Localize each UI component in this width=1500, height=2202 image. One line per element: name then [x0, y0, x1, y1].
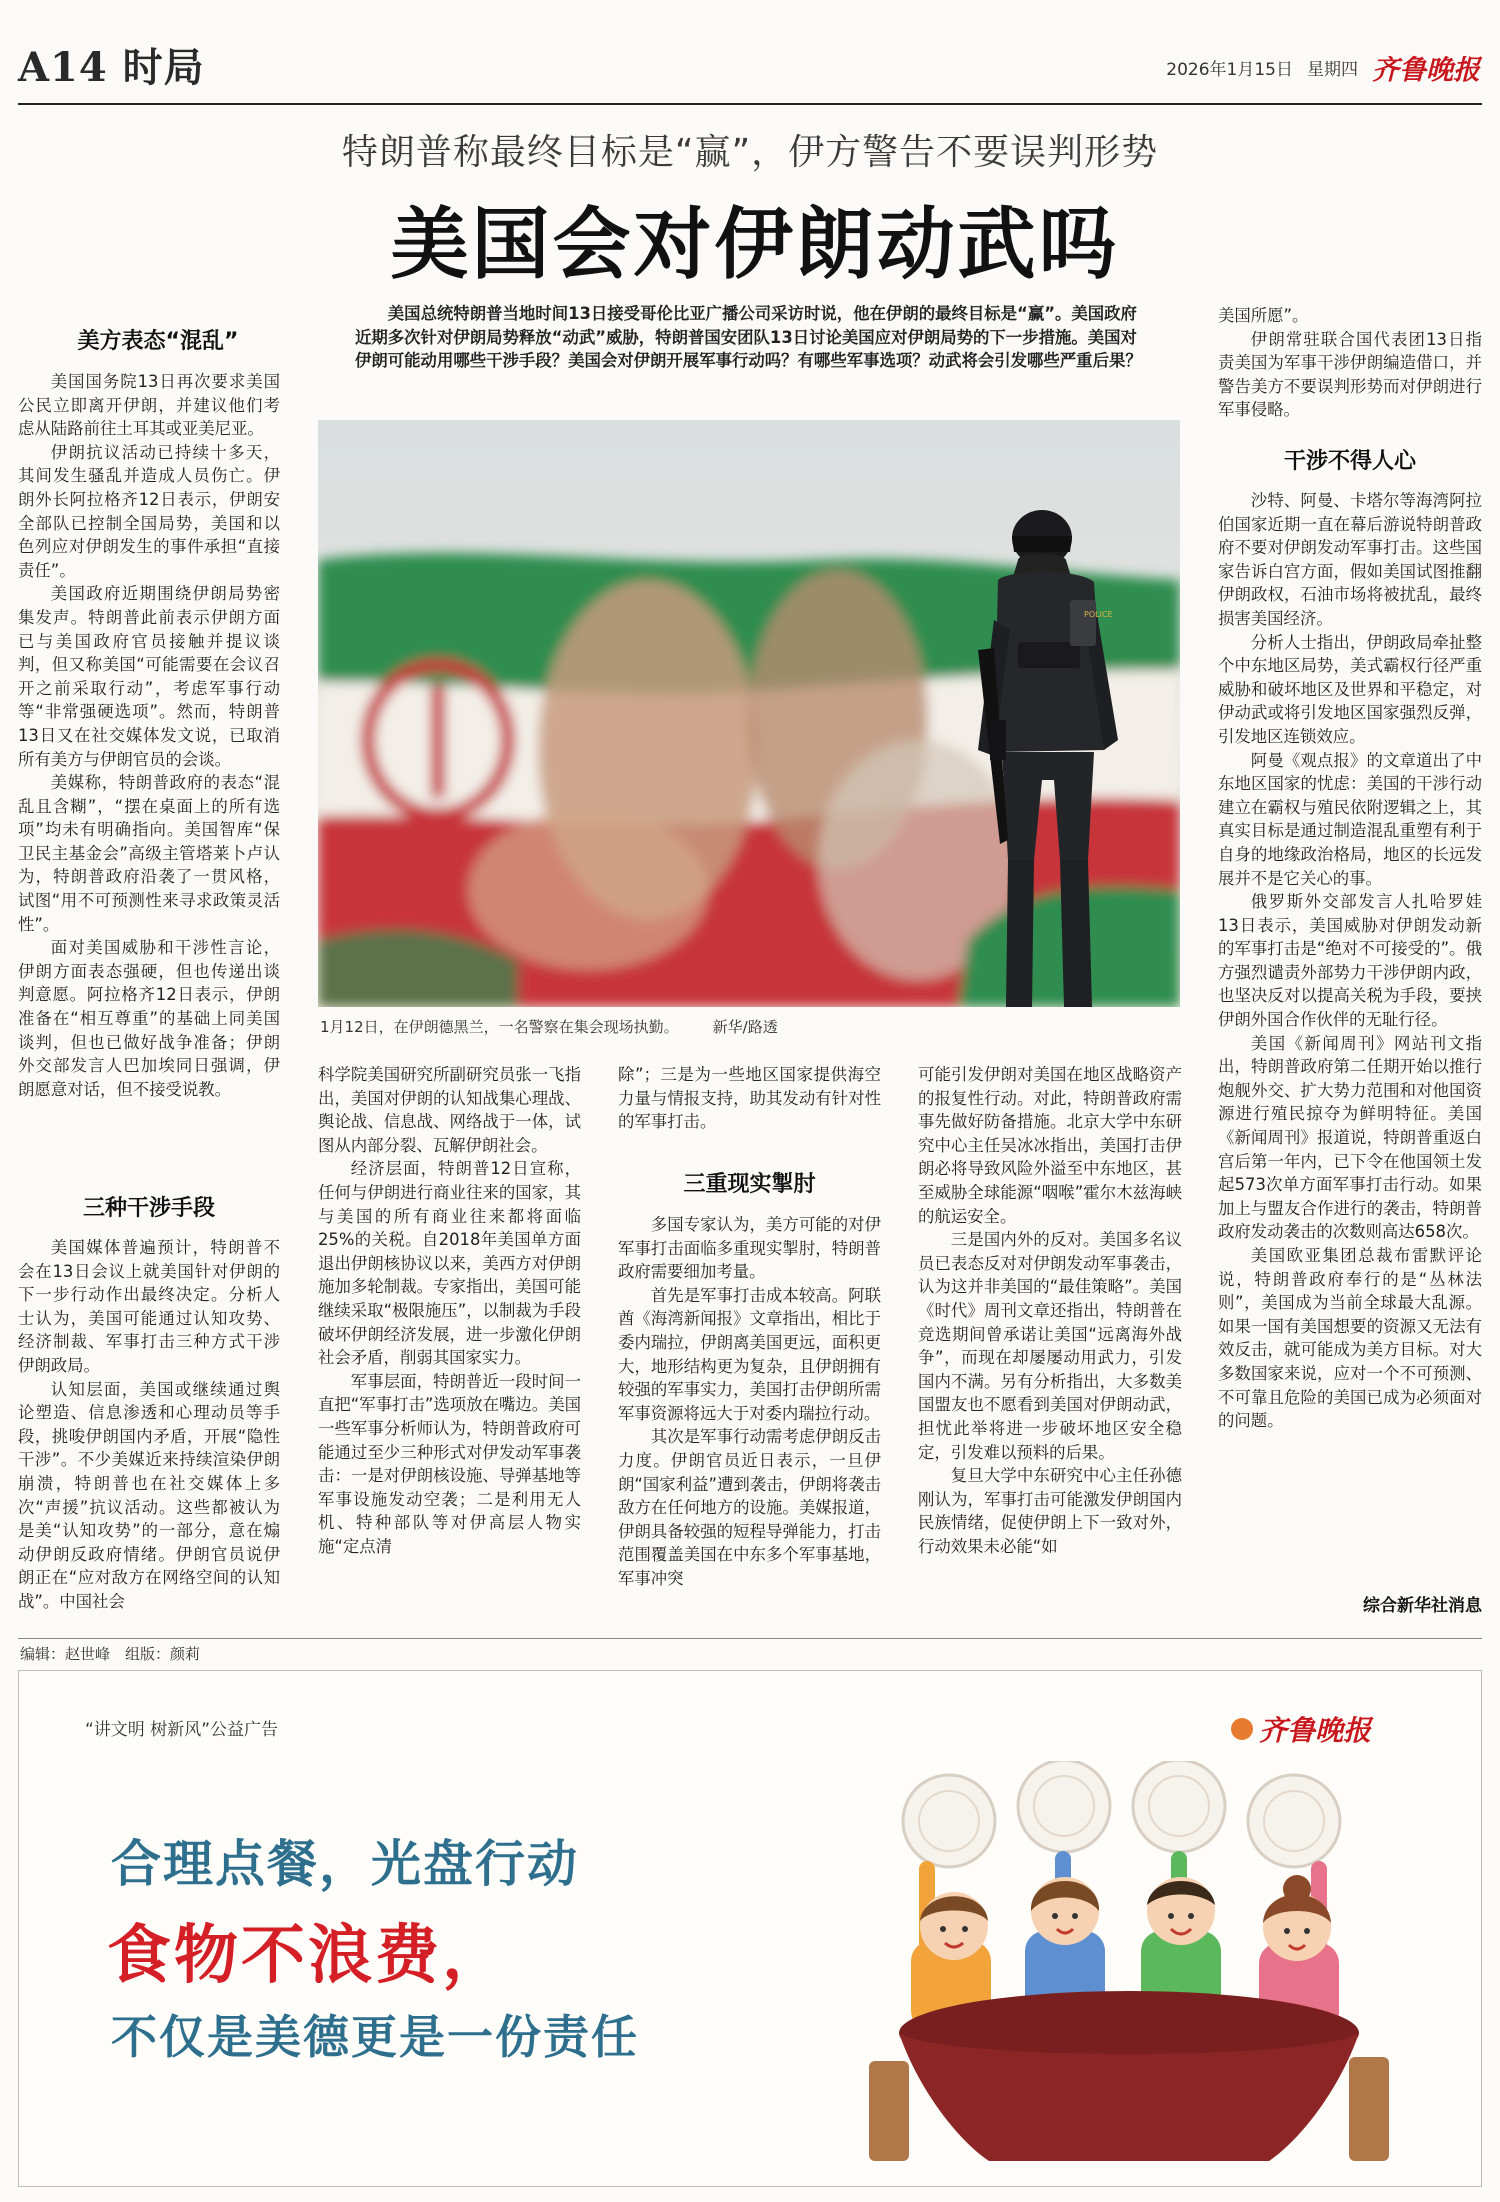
- paragraph: 美国政府近期围绕伊朗局势密集发声。特朗普此前表示伊朗方面已与美国政府官员接触并提议谈判，但又称美国“可能需要在会议召开之前采取行动”，考虑军事行动等“非常强硬选项”。然而，特朗普13日又在社交媒体发文说，已取消所有美方与伊朗官员的会谈。: [18, 584, 280, 769]
- ad-slogan-line-2: 食物不浪费，: [107, 1919, 509, 1993]
- issue-date: 2026年1月15日: [1166, 60, 1293, 80]
- section-heading-1: 美方表态“混乱”: [77, 329, 239, 354]
- raised-plates: [903, 1761, 1340, 1867]
- public-service-ad: [18, 1670, 1482, 2187]
- ad-slogan-line-3: 不仅是美德更是一份责任: [111, 2010, 639, 2064]
- paragraph: 分析人士指出，伊朗政局牵扯整个中东地区局势，美式霸权行径严重威胁和破坏地区及世界和平稳定，对伊动武或将引发地区国家强烈反弹，引发地区连锁效应。: [1218, 632, 1482, 746]
- paragraph: 面对美国威胁和干涉性言论，伊朗方面表态强硬，但也传递出谈判意愿。阿拉格齐12日表示，伊朗准备在“相互尊重”的基础上同美国谈判，但也已做好战争准备；伊朗外交部发言人巴加埃同日强调，伊朗愿意对话，但不接受说教。: [18, 938, 280, 1099]
- ad-masthead-logo: [1231, 1709, 1371, 1749]
- paragraph: 沙特、阿曼、卡塔尔等海湾阿拉伯国家近期一直在幕后游说特朗普政府不要对伊朗发动军事打击。这些国家告诉白宫方面，假如美国试图推翻伊朗政权，石油市场将被扰乱，最终损害美国经济。: [1218, 491, 1482, 628]
- ad-logo-text: 齐鲁晚报: [1258, 1714, 1371, 1747]
- photo-caption: [320, 1016, 1180, 1037]
- column-1-bottom: [18, 1236, 280, 1614]
- section-heading-3: 三重现实掣肘: [683, 1172, 816, 1197]
- column-1-top: [18, 370, 280, 1101]
- article-source-credit: 综合新华社消息: [1363, 1596, 1482, 1616]
- paragraph: 美国欧亚集团总裁布雷默评论说，特朗普政府奉行的是“丛林法则”，美国成为当前全球最大乱源。如果一国有美国想要的资源又无法有效反击，就可能成为美方目标。对大多数国家来说，应对一个不可预测、不可靠且危险的美国已成为必须面对的问题。: [1218, 1246, 1482, 1431]
- paragraph: 伊朗常驻联合国代表团13日指责美国为军事干涉伊朗编造借口，并警告美方不要误判形势而对伊朗进行军事侵略。: [1218, 329, 1482, 420]
- masthead-logo: 齐鲁晚报: [1372, 55, 1480, 86]
- paragraph: 军事层面，特朗普近一段时间一直把“军事打击”选项放在嘴边。美国一些军事分析师认为，特朗普政府可能通过至少三种形式对伊发动军事袭击：一是对伊朗核设施、导弹基地等军事设施发动空袭；二是利用无人机、特种部队等对伊高层人物实施“定点清: [318, 1371, 581, 1556]
- column-5-top: [1218, 304, 1482, 422]
- article-lede: 美国总统特朗普当地时间13日接受哥伦比亚广播公司采访时说，他在伊朗的最终目标是“赢”。美国政府近期多次针对伊朗局势释放“动武”威胁，特朗普国安团队13日讨论美国应对伊朗局势的下一步措施。美国对伊朗可能动用哪些干涉手段？美国会对伊朗开展军事行动吗？有哪些军事选项？动武将会引发哪些严重后果？: [355, 304, 1142, 371]
- paragraph: 美国媒体普遍预计，特朗普不会在13日会议上就美国针对伊朗的下一步行动作出最终决定。分析人士认为，美国可能通过认知攻势、经济制裁、军事打击三种方式干涉伊朗政局。: [18, 1238, 280, 1375]
- photo-illustration: [318, 420, 1180, 1007]
- paragraph: 伊朗抗议活动已持续十多天，其间发生骚乱并造成人员伤亡。伊朗外长阿拉格齐12日表示，伊朗安全部队已控制全国局势，美国和以色列应对伊朗发生的事件承担“直接责任”。: [18, 442, 280, 580]
- paragraph: 美国《新闻周刊》网站刊文指出，特朗普政府第二任期开始以推行炮舰外交、扩大势力范围和对他国资源进行殖民掠夺为鲜明特征。美国《新闻周刊》报道说，特朗普重返白宫后第一年内，已下令在他国领土发起573次单方面军事打击行动。如果加上与盟友合作进行的袭击，特朗普政府发动袭击的次数则高达658次。: [1218, 1033, 1482, 1242]
- column-5-bottom: [1218, 489, 1482, 1433]
- paragraph: 美媒称，特朗普政府的表态“混乱且含糊”，“摆在桌面上的所有选项”均未有明确指向。美国智库“保卫民主基金会”高级主管塔莱卜卢认为，特朗普政府沿袭了一贯风格，试图“用不可预测性来寻求政策灵活性”。: [18, 773, 280, 934]
- column-3-bottom: [618, 1213, 881, 1591]
- ad-label: “讲文明 树新风”公益广告: [85, 1720, 279, 1740]
- paragraph: 俄罗斯外交部发言人扎哈罗娃13日表示，美国威胁对伊朗发动新的军事打击是“绝对不可接受的”。俄方强烈谴责外部势力干涉伊朗内政，也坚决反对以提高关税为手段，要挟伊朗外国合作伙伴的无耻行径。: [1218, 892, 1482, 1030]
- police-patch-text: POLICE: [1084, 610, 1113, 619]
- column-2: [318, 1063, 581, 1558]
- paragraph: 科学院美国研究所副研究员张一飞指出，美国对伊朗的认知战集心理战、舆论战、信息战、网络战于一体，试图从内部分裂、瓦解伊朗社会。: [318, 1065, 581, 1155]
- paragraph: 多国专家认为，美方可能的对伊军事打击面临多重现实掣肘，特朗普政府需要细加考量。: [618, 1215, 881, 1282]
- paragraph: 经济层面，特朗普12日宣称，任何与伊朗进行商业往来的国家，其与美国的所有商业往来都将面临25%的关税。自2018年美国单方面退出伊朗核协议以来，美西方对伊朗施加多轮制裁。专家指出，美国可能继续采取“极限施压”，以制裁为手段破坏伊朗经济发展，进一步激化伊朗社会矛盾，削弱其国家实力。: [318, 1159, 581, 1368]
- paragraph: 美国所愿”。: [1218, 306, 1309, 325]
- chair-left: [869, 2061, 909, 2161]
- issue-weekday: 星期四: [1307, 60, 1358, 80]
- paragraph: 认知层面，美国或继续通过舆论塑造、信息渗透和心理动员等手段，挑唆伊朗国内矛盾，开展“隐性干涉”。不少美媒近来持续渲染伊朗崩溃，特朗普也在社交媒体上多次“声援”抗议活动。这些都被认为是美“认知攻势”的一部分，意在煽动伊朗反政府情绪。伊朗官员说伊朗正在“应对敌方在网络空间的认知战”。中国社会: [18, 1379, 280, 1611]
- page-header-info: [1166, 48, 1480, 87]
- column-4: [918, 1063, 1182, 1558]
- article-headline: 美国会对伊朗动武吗: [390, 199, 1120, 290]
- children-plates-illustration: [859, 1761, 1419, 2171]
- lead-photo: [318, 420, 1180, 1007]
- paragraph: 三是国内外的反对。美国多名议员已表态反对对伊朗发动军事袭击，认为这并非美国的“最佳策略”。美国《时代》周刊文章还指出，特朗普在竞选期间曾承诺让美国“远离海外战争”，而现在却屡屡动用武力，引发国内不满。另有分析指出，大多数美国盟友也不愿看到美国对伊朗动武，担忧此举将进一步破坏地区安全稳定，引发难以预料的后果。: [918, 1230, 1182, 1462]
- paragraph: 阿曼《观点报》的文章道出了中东地区国家的忧虑：美国的干涉行动建立在霸权与殖民依附逻辑之上，其真实目标是通过制造混乱重塑有利于自身的地缘政治格局，地区的长远发展并不是它关心的事。: [1218, 750, 1482, 888]
- section-heading-2: 三种干涉手段: [82, 1196, 215, 1221]
- paragraph: 美国国务院13日再次要求美国公民立即离开伊朗，并建议他们考虑从陆路前往土耳其或亚美尼亚。: [18, 372, 280, 439]
- paragraph: 其次是军事行动需考虑伊朗反击力度。伊朗官员近日表示，一旦伊朗“国家利益”遭到袭击，伊朗将袭击敌方在任何地方的设施。美媒报道，伊朗具备较强的短程导弹能力，打击范围覆盖美国在中东多个军事基地，军事冲突: [618, 1427, 881, 1588]
- editor-credits: 编辑：赵世峰 组版：颜莉: [20, 1645, 201, 1663]
- column-3-top: [618, 1063, 881, 1134]
- logo-badge-icon: [1231, 1718, 1253, 1740]
- page-code: A14 时局: [18, 44, 205, 91]
- article-subheadline: 特朗普称最终目标是“赢”，伊方警告不要误判形势: [341, 132, 1159, 173]
- ad-slogan-line-1: 合理点餐，光盘行动: [111, 1835, 579, 1893]
- caption-credit: 新华/路透: [712, 1018, 778, 1036]
- paragraph: 可能引发伊朗对美国在地区战略资产的报复性行动。对此，特朗普政府需事先做好防备措施。北京大学中东研究中心主任吴冰冰指出，美国打击伊朗必将导致风险外溢至中东地区，甚至威胁全球能源“咽喉”霍尔木兹海峡的航运安全。: [918, 1065, 1182, 1226]
- chair-right: [1349, 2057, 1389, 2161]
- header-rule: [18, 103, 1482, 105]
- paragraph: 除”；三是为一些地区国家提供海空力量与情报支持，助其发动有针对性的军事打击。: [618, 1065, 881, 1132]
- paragraph: 首先是军事打击成本较高。阿联酋《海湾新闻报》文章指出，相比于委内瑞拉，伊朗离美国更远，面积更大，地形结构更为复杂，且伊朗拥有较强的军事实力，美国打击伊朗所需军事资源将远大于对委内瑞拉行动。: [618, 1285, 881, 1423]
- footer-rule: [18, 1638, 1482, 1639]
- section-heading-4: 干涉不得人心: [1283, 449, 1416, 474]
- caption-text: 1月12日，在伊朗德黑兰，一名警察在集会现场执勤。: [320, 1018, 679, 1036]
- paragraph: 复旦大学中东研究中心主任孙德刚认为，军事打击可能激发伊朗国内民族情绪，促使伊朗上下一致对外，行动效果未必能“如: [918, 1466, 1182, 1556]
